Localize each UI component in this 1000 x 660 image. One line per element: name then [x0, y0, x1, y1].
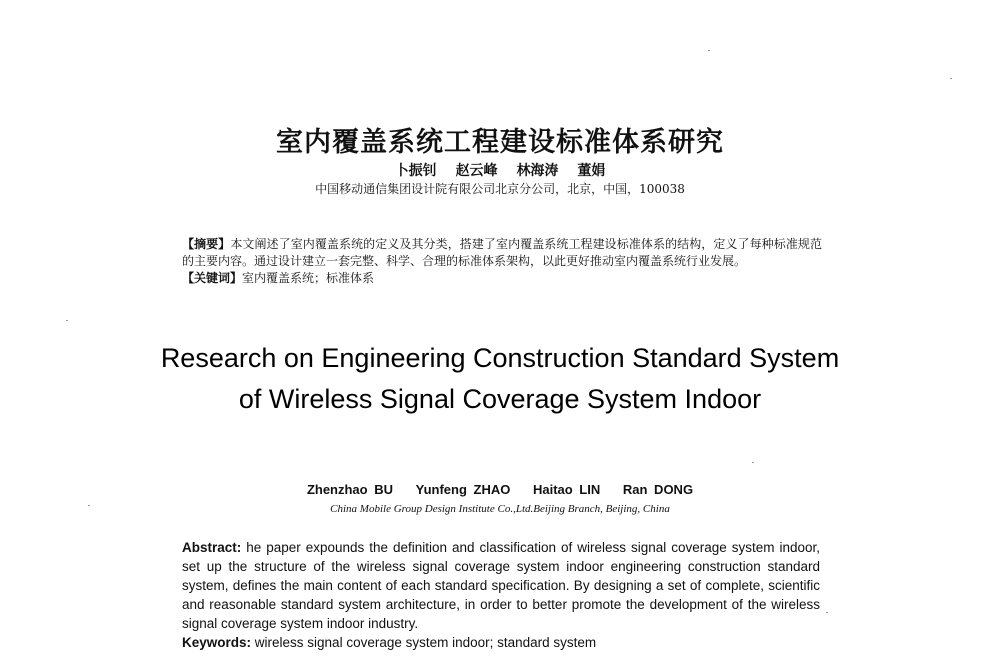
scan-speck: [826, 612, 828, 613]
chinese-keywords-text: 室内覆盖系统；标准体系: [242, 271, 375, 285]
scan-speck: [708, 50, 710, 51]
chinese-author-4: 董娟: [577, 163, 606, 179]
chinese-author-2: 赵云峰: [455, 163, 498, 179]
english-title: Research on Engineering Construction Standard System of Wireless Signal Coverage System Indoor: [160, 343, 840, 414]
chinese-abstract-label: 【摘要】: [182, 237, 231, 251]
english-abstract: [182, 538, 820, 633]
chinese-keywords: [182, 270, 822, 287]
chinese-author-3: 林海涛: [516, 163, 559, 179]
english-abstract-block: [182, 538, 820, 652]
english-affiliation: China Mobile Group Design Institute Co.,Ltd.Beijing Branch, Beijing, China: [330, 503, 670, 515]
chinese-affiliation: 中国移动通信集团设计院有限公司北京分公司，北京，中国，100038: [315, 182, 685, 196]
english-author-3: Haitao LIN: [532, 482, 601, 497]
chinese-keywords-label: 【关键词】: [182, 271, 243, 285]
chinese-abstract: [182, 236, 822, 270]
chinese-author-1: 卜振钊: [394, 163, 437, 179]
english-authors: [0, 482, 1000, 497]
english-keywords: [182, 633, 820, 652]
chinese-abstract-block: [182, 236, 822, 287]
english-author-1: Zhenzhao BU: [306, 482, 393, 497]
english-author-4: Ran DONG: [622, 482, 694, 497]
english-keywords-label: Keywords:: [182, 635, 252, 650]
scan-speck: [66, 320, 68, 321]
scan-speck: [950, 78, 952, 79]
english-abstract-label: Abstract:: [182, 540, 242, 555]
english-abstract-text: he paper expounds the definition and classification of wireless signal coverage system indoor, set up the structure of the wireless signal coverage system indoor engineering construction standard system, defines the main content of each standard specification. By designing a set of complete, scientific and reasonable standard system architecture, in order to better promote the development of the wireless signal coverage system indoor industry.: [182, 540, 820, 631]
english-keywords-text: wireless signal coverage system indoor; standard system: [251, 635, 597, 650]
english-author-2: Yunfeng ZHAO: [415, 482, 511, 497]
chinese-authors: [0, 160, 1000, 180]
chinese-abstract-text: 本文阐述了室内覆盖系统的定义及其分类，搭建了室内覆盖系统工程建设标准体系的结构，定义了每种标准规范的主要内容。通过设计建立一套完整、科学、合理的标准体系架构，以此更好推动室内覆盖系统行业发展。: [182, 237, 822, 268]
scan-speck: [752, 462, 754, 463]
chinese-title: 室内覆盖系统工程建设标准体系研究: [276, 127, 724, 158]
scan-speck: [88, 505, 90, 506]
